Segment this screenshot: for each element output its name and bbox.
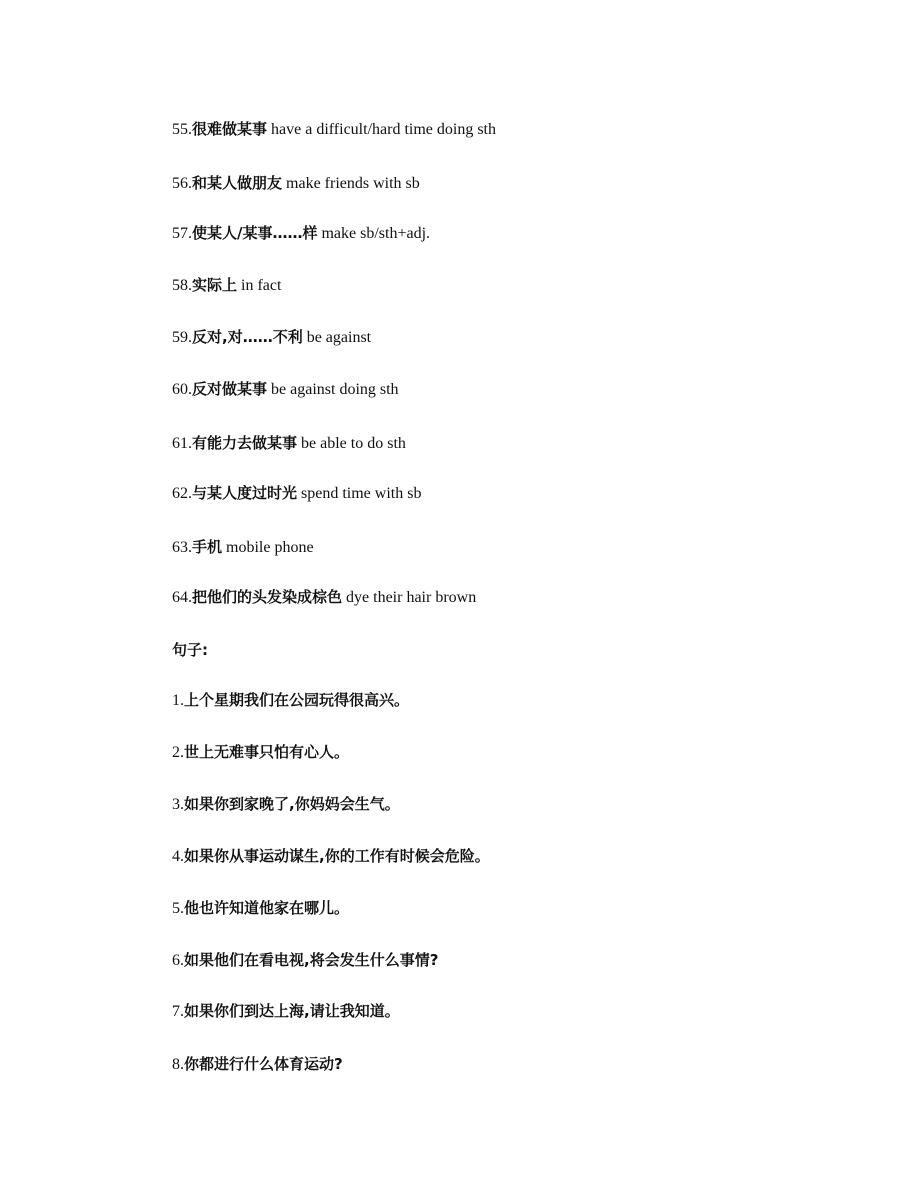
phrase-chinese: 把他们的头发染成棕色	[192, 588, 343, 606]
sentence-text: 如果你们到达上海,请让我知道。	[184, 1002, 400, 1020]
phrase-chinese: 反对,对……不利	[192, 328, 303, 346]
sentence-item: 5.他也许知道他家在哪儿。	[172, 899, 350, 917]
sentence-item: 2.世上无难事只怕有心人。	[172, 743, 350, 761]
sentence-text: 如果他们在看电视,将会发生什么事情?	[184, 951, 439, 969]
phrase-english: mobile phone	[222, 539, 314, 556]
phrase-item: 60.反对做某事 be against doing sth	[172, 380, 399, 398]
phrase-chinese: 实际上	[192, 276, 238, 294]
phrase-english: have a difficult/hard time doing sth	[267, 121, 496, 138]
sentences-heading: 句子:	[172, 641, 208, 659]
phrase-chinese: 与某人度过时光	[192, 484, 298, 502]
phrase-chinese: 反对做某事	[192, 380, 268, 398]
phrase-item: 64.把他们的头发染成棕色 dye their hair brown	[172, 588, 477, 606]
phrase-item: 58.实际上 in fact	[172, 276, 282, 294]
phrase-english: in fact	[237, 277, 282, 294]
phrase-chinese: 使某人/某事……样	[192, 224, 318, 242]
phrase-english: make sb/sth+adj.	[317, 225, 431, 242]
phrase-item: 61.有能力去做某事 be able to do sth	[172, 434, 406, 452]
sentence-text: 他也许知道他家在哪儿。	[184, 899, 350, 917]
sentence-item: 3.如果你到家晚了,你妈妈会生气。	[172, 795, 400, 813]
phrase-english: be able to do sth	[297, 435, 406, 452]
phrase-english: spend time with sb	[297, 485, 422, 502]
sentence-item: 6.如果他们在看电视,将会发生什么事情?	[172, 951, 439, 969]
sentence-text: 世上无难事只怕有心人。	[184, 743, 350, 761]
phrase-item: 63.手机 mobile phone	[172, 538, 314, 556]
phrase-english: make friends with sb	[282, 175, 420, 192]
phrase-chinese: 和某人做朋友	[192, 174, 283, 192]
sentence-text: 上个星期我们在公园玩得很高兴。	[184, 691, 410, 709]
sentence-item: 1.上个星期我们在公园玩得很高兴。	[172, 691, 410, 709]
phrase-item: 57.使某人/某事……样 make sb/sth+adj.	[172, 224, 431, 242]
phrase-chinese: 手机	[192, 538, 223, 556]
phrase-english: be against doing sth	[267, 381, 399, 398]
sentence-item: 8.你都进行什么体育运动?	[172, 1055, 343, 1073]
phrase-item: 62.与某人度过时光 spend time with sb	[172, 484, 422, 502]
sentence-text: 你都进行什么体育运动?	[184, 1055, 343, 1073]
phrase-chinese: 有能力去做某事	[192, 434, 298, 452]
sentence-item: 7.如果你们到达上海,请让我知道。	[172, 1002, 400, 1020]
sentence-item: 4.如果你从事运动谋生,你的工作有时候会危险。	[172, 847, 490, 865]
sentence-text: 如果你从事运动谋生,你的工作有时候会危险。	[184, 847, 490, 865]
phrase-item: 56.和某人做朋友 make friends with sb	[172, 174, 420, 192]
phrase-english: be against	[302, 329, 372, 346]
phrase-item: 55.很难做某事 have a difficult/hard time doing sth	[172, 120, 496, 138]
sentence-text: 如果你到家晚了,你妈妈会生气。	[184, 795, 400, 813]
phrase-english: dye their hair brown	[342, 589, 477, 606]
phrase-chinese: 很难做某事	[192, 120, 268, 138]
phrase-item: 59.反对,对……不利 be against	[172, 328, 372, 346]
